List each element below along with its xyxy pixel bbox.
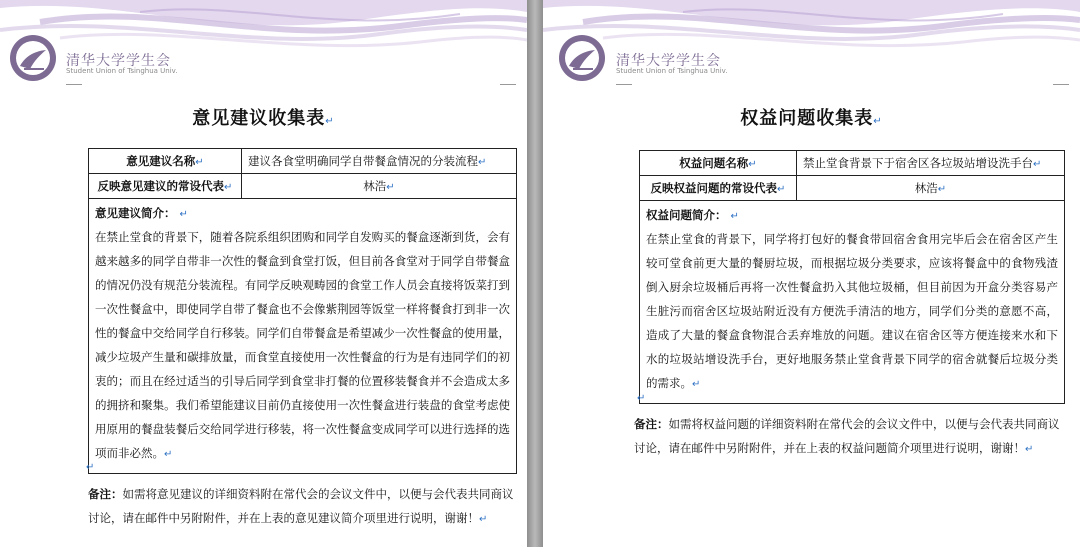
crop-mark — [66, 70, 82, 85]
right-note: 备注：如需将权益问题的详细资料附在常代会的会议文件中，以便与会代表共同商议讨论，请在邮件中另附附件，并在上表的权益问题简介项里进行说明，谢谢！↵ — [634, 417, 1060, 455]
page-gutter — [527, 0, 543, 547]
left-doc-title: 意见建议收集表↵ — [192, 108, 335, 129]
table-row — [640, 176, 1065, 201]
crop-mark — [616, 70, 632, 85]
table-row — [89, 174, 517, 199]
right-doc-title: 权益问题收集表↵ — [740, 108, 883, 129]
rights-issue-intro-cell — [640, 201, 1065, 404]
table-row — [89, 149, 517, 174]
empty-paragraph-mark: ↵ — [637, 393, 646, 404]
representative-value: 林浩↵ — [242, 174, 517, 199]
crop-mark — [1053, 70, 1069, 85]
left-note: 备注：如需将意见建议的详细资料附在常代会的会议文件中，以便与会代表共同商议讨论，请在邮件中另附附件，并在上表的意见建议简介项里进行说明，谢谢！↵ — [88, 487, 514, 525]
right-document-page — [543, 0, 1080, 547]
org-name-en: Student Union of Tsinghua Univ. — [616, 67, 728, 75]
suggestion-name-label: 意见建议名称↵ — [89, 149, 242, 174]
suggestion-intro-text: 在禁止堂食的背景下，随着各院系组织团购和同学自发购买的餐盒逐渐到货，会有越来越多的同学自带非一次性的餐盒到食堂打饭，但目前各食堂对于同学自带餐盒的情况仍没有规范分装流程。有同学反映观畴园的食堂工作人员会直接将饭菜打到一次性餐盒中，即使同学自带了餐盒也不会像紫荆园等饭堂一样将餐食打到非一次性的餐盒中交给同学自行移装。同学们自带餐盒是希望减少一次性餐盒的使用量，减少垃圾产生量和碳排放量，而食堂直接使用一次性餐盒的行为是有违同学们的初衷的；而且在经过适当的引导后同学到食堂非打餐的位置移装餐食并不会造成太多的拥挤和聚集。我们希望能建议目前仍直接使用一次性餐盒进行装盘的食堂考虑使用原用的餐盘装餐后交给同学进行移装，将一次性餐盒变成同学可以进行选择的选项而非必然。↵ — [95, 230, 510, 460]
crop-mark — [500, 70, 516, 85]
empty-paragraph-mark: ↵ — [86, 462, 95, 473]
representative-value: 林浩↵ — [797, 176, 1065, 201]
table-row — [89, 199, 517, 474]
org-name-en: Student Union of Tsinghua Univ. — [66, 67, 178, 75]
rights-issue-name-value: 禁止堂食背景下于宿舍区各垃圾站增设洗手台↵ — [797, 151, 1065, 176]
left-form-table — [88, 148, 517, 474]
org-name: 清华大学学生会 — [616, 53, 721, 69]
student-union-logo-icon — [557, 33, 607, 83]
rights-issue-intro-text: 在禁止堂食的背景下，同学将打包好的餐食带回宿舍食用完毕后会在宿舍区产生较可堂食前更大量的餐厨垃圾，而根据垃圾分类要求，应该将餐盒中的食物残渣倒入厨余垃圾桶后再将一次性餐盒扔入其他垃圾桶，但目前因为开盒分类容易产生脏污而宿舍区垃圾站附近没有方便洗手清洁的地方，同学们分类的意愿不高，造成了大量的餐盒食物混合丢弃堆放的问题。建议在宿舍区等方便连接来水和下水的垃圾站增设洗手台，更好地服务禁止堂食背景下同学的宿舍就餐后垃圾分类的需求。↵ — [646, 232, 1058, 390]
right-form-table — [639, 150, 1065, 404]
suggestion-intro-label: 意见建议简介： ↵ — [95, 206, 188, 220]
rights-issue-intro-label: 权益问题简介： ↵ — [646, 208, 739, 222]
rights-issue-name-label: 权益问题名称↵ — [640, 151, 797, 176]
representative-label: 反映权益问题的常设代表↵ — [640, 176, 797, 201]
suggestion-intro-cell — [89, 199, 517, 474]
student-union-logo-icon — [8, 33, 58, 83]
left-document-page — [0, 0, 527, 547]
table-row — [640, 201, 1065, 404]
table-row — [640, 151, 1065, 176]
suggestion-name-value: 建议各食堂明确同学自带餐盒情况的分装流程↵ — [242, 149, 517, 174]
org-name: 清华大学学生会 — [66, 53, 171, 69]
representative-label: 反映意见建议的常设代表↵ — [89, 174, 242, 199]
